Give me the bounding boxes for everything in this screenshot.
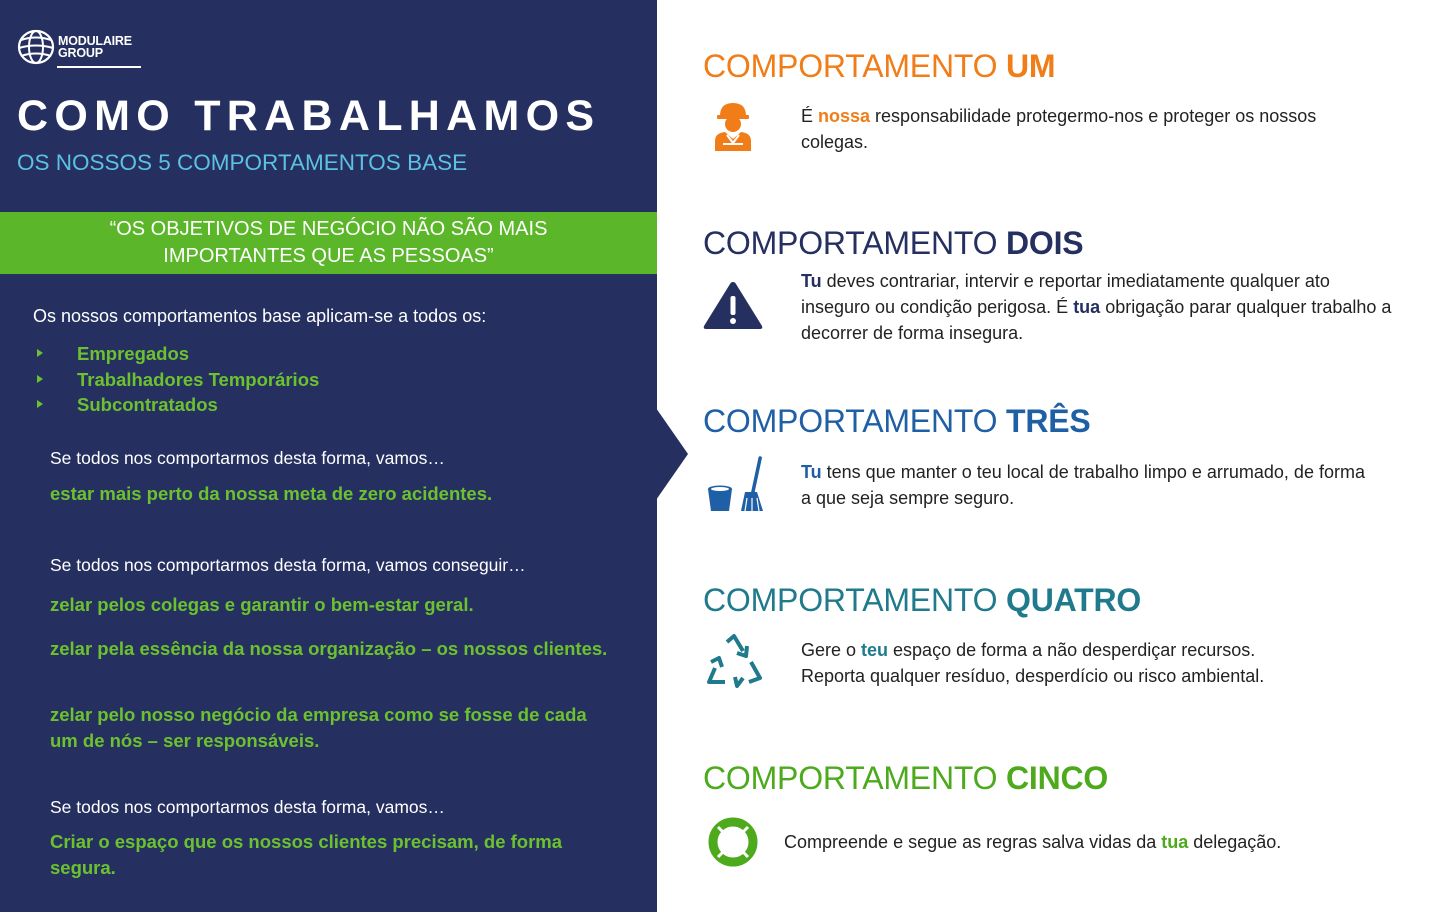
banner-line2: IMPORTANTES QUE AS PESSOAS” <box>163 245 494 267</box>
section1-result: estar mais perto da nossa meta de zero acidentes. <box>50 483 493 504</box>
behaviour-3-text: Tu tens que manter o teu local de trabalho limpo e arrumado, de forma a que seja sempre seguro. <box>801 462 1365 508</box>
section2-result1: zelar pelos colegas e garantir o bem-estar geral. <box>50 594 474 615</box>
behaviour-2-heading: COMPORTAMENTO DOIS <box>703 225 1084 261</box>
logo-line2: GROUP <box>58 46 103 60</box>
banner-line1: “OS OBJETIVOS DE NEGÓCIO NÃO SÃO MAIS <box>109 218 548 240</box>
lifebuoy-icon <box>707 816 759 868</box>
behaviour-5-heading: COMPORTAMENTO CINCO <box>703 760 1109 796</box>
section2-result3: zelar pelo nosso negócio da empresa como se fosse de cada um de nós – ser responsáveis. <box>50 704 587 751</box>
list-item: Empregados <box>37 341 319 367</box>
list-item: Trabalhadores Temporários <box>37 367 319 393</box>
behaviour-5-text: Compreende e segue as regras salva vidas da tua delegação. <box>784 832 1282 852</box>
section3-lead: Se todos nos comportarmos desta forma, vamos… <box>50 797 445 817</box>
page-title: COMO TRABALHAMOS <box>17 92 601 140</box>
worker-icon <box>709 99 757 153</box>
bullet-arrow-icon <box>37 349 43 357</box>
behaviour-3-heading: COMPORTAMENTO TRÊS <box>703 403 1091 439</box>
globe-icon <box>17 29 55 65</box>
behaviour-1-text: É nossa responsabilidade protegermo-nos e proteger os nossos colegas. <box>801 106 1317 152</box>
section1-lead: Se todos nos comportarmos desta forma, vamos… <box>50 448 445 468</box>
bullet-arrow-icon <box>37 375 43 383</box>
panel-arrow <box>656 408 688 500</box>
behaviour-4-heading: COMPORTAMENTO QUATRO <box>703 582 1142 618</box>
section2-lead: Se todos nos comportarmos desta forma, vamos conseguir… <box>50 555 526 575</box>
quote-banner <box>0 212 657 274</box>
list-item: Subcontratados <box>37 392 319 418</box>
section3-result: Criar o espaço que os nossos clientes precisam, de forma segura. <box>50 831 563 878</box>
warning-icon <box>702 279 764 331</box>
company-logo <box>17 29 132 65</box>
broom-bucket-icon <box>705 454 763 514</box>
logo-line1: MODULAIRE <box>58 34 132 48</box>
behaviour-2-text: Tu deves contrariar, intervir e reportar imediatamente qualquer ato inseguro ou condição perigosa. É tua obrigação parar qualquer trabalho a decorrer de forma insegura. <box>801 271 1392 343</box>
section2-result2: zelar pela essência da nossa organização – os nossos clientes. <box>50 638 608 659</box>
behaviour-4-text: Gere o teu espaço de forma a não desperdiçar recursos. Reporta qualquer resíduo, desperdício ou risco ambiental. <box>801 640 1265 686</box>
bullet-arrow-icon <box>37 400 43 408</box>
logo-underline <box>57 66 141 68</box>
intro-text: Os nossos comportamentos base aplicam-se a todos os: <box>33 306 487 326</box>
recycle-icon <box>705 634 763 690</box>
page-subtitle: OS NOSSOS 5 COMPORTAMENTOS BASE <box>17 150 468 175</box>
behaviour-1-heading: COMPORTAMENTO UM <box>703 48 1056 84</box>
groups-list <box>37 341 319 418</box>
